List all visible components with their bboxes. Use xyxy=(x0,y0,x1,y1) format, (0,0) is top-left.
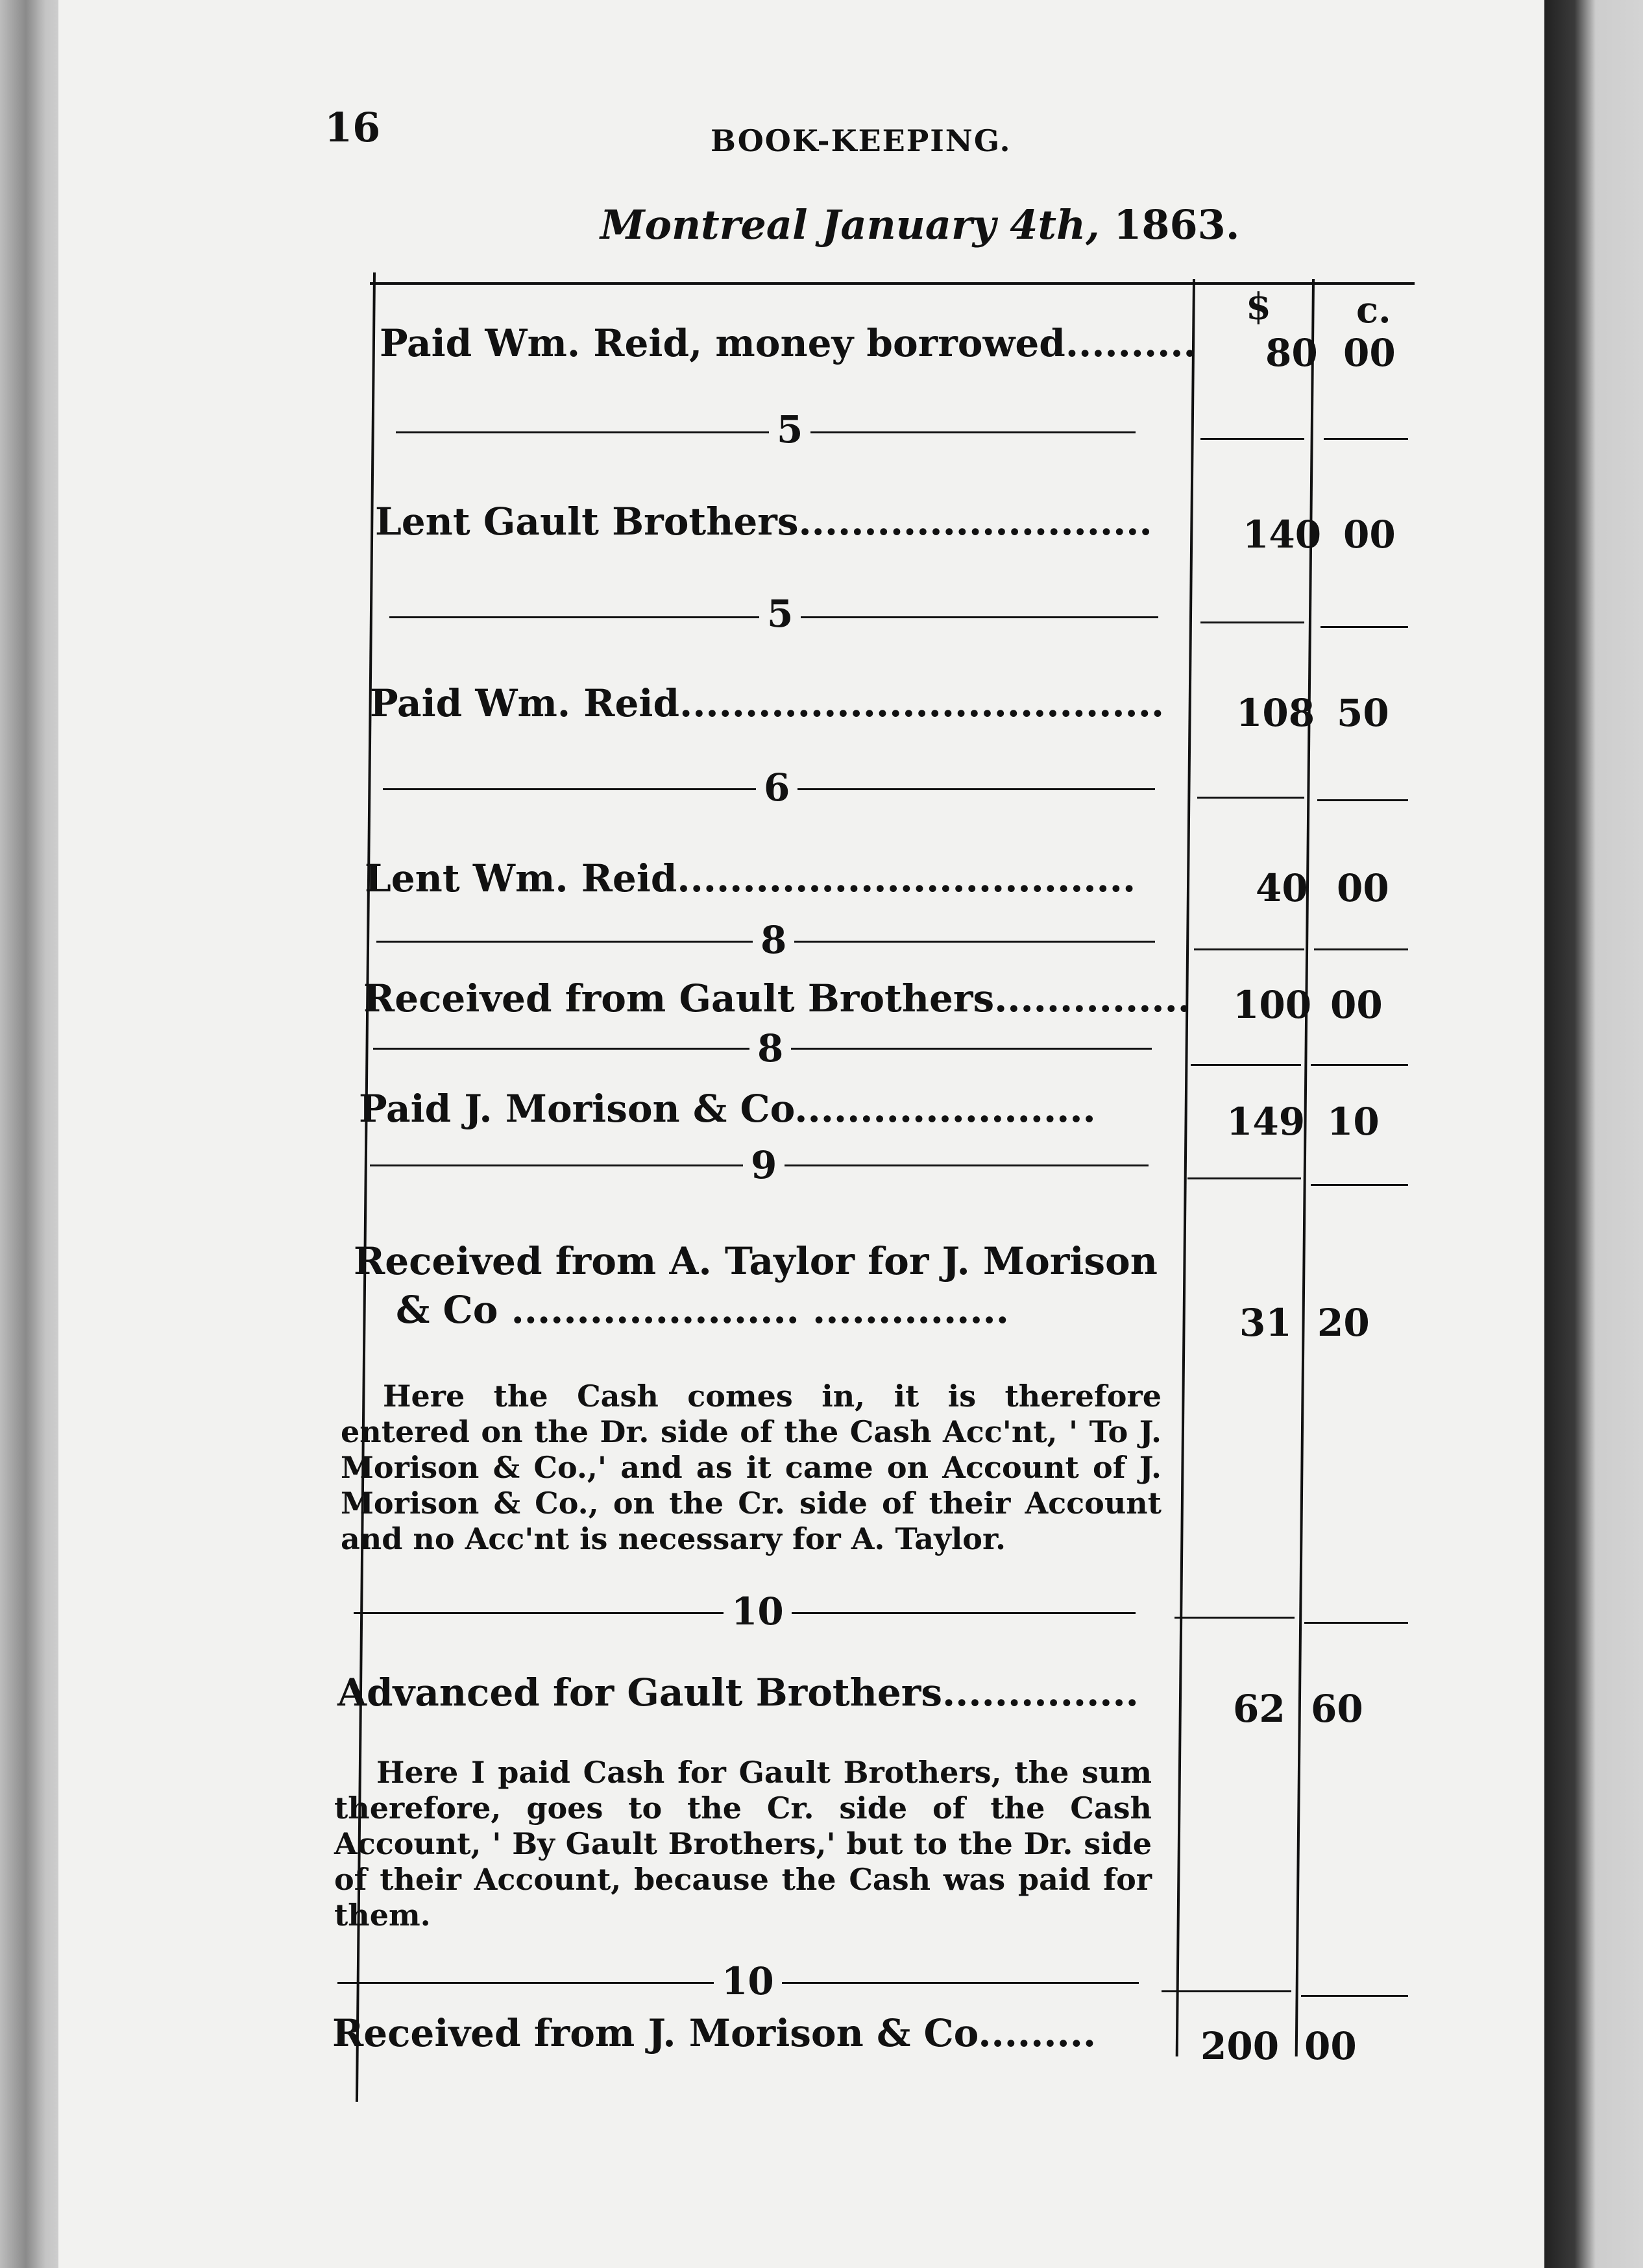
amount-dollars: 108 xyxy=(1236,691,1315,735)
amount-cents: 20 xyxy=(1317,1301,1370,1345)
dateline-year: 1863. xyxy=(1114,201,1240,248)
amount-rule xyxy=(1311,1064,1408,1068)
amount-cents: 00 xyxy=(1337,866,1389,910)
amount-dollars: 200 xyxy=(1200,2024,1280,2068)
amount-rule xyxy=(1301,1995,1408,1999)
ledger-top-rule xyxy=(370,282,1415,285)
dollars-column-header: $ xyxy=(1246,285,1271,328)
day-label: 8 xyxy=(749,1026,791,1070)
day-label: 10 xyxy=(724,1589,792,1634)
amount-rule xyxy=(1200,621,1304,625)
ledger-entry: Advanced for Gault Brothers............... xyxy=(337,1671,1139,1715)
amount-rule xyxy=(1191,1064,1301,1068)
amount-cents: 60 xyxy=(1311,1687,1363,1731)
amount-rule xyxy=(1317,799,1408,803)
day-rule xyxy=(396,431,1136,435)
amount-rule xyxy=(1194,948,1304,952)
ledger-entry: Paid Wm. Reid..................................... xyxy=(370,681,1165,725)
amount-cents: 00 xyxy=(1304,2024,1357,2068)
amount-rule xyxy=(1314,948,1408,952)
running-head: BOOK-KEEPING. xyxy=(711,123,1012,158)
amount-rule xyxy=(1162,1990,1291,1994)
amount-rule xyxy=(1200,438,1304,442)
ledger-entry-line-2: & Co ...................... ............... xyxy=(396,1288,1009,1332)
day-label: 5 xyxy=(769,407,810,452)
day-label: 8 xyxy=(753,918,794,962)
amount-dollars: 100 xyxy=(1233,983,1312,1027)
page-number: 16 xyxy=(324,104,381,151)
cents-column-header: c. xyxy=(1356,289,1391,332)
day-label: 5 xyxy=(759,592,801,636)
dateline xyxy=(600,201,1239,248)
book-edge-right xyxy=(1538,0,1643,2268)
amount-cents: 10 xyxy=(1327,1100,1380,1144)
amount-dollars: 40 xyxy=(1256,866,1308,910)
explanatory-note: Here I paid Cash for Gault Brothers, the sum therefore, goes to the Cr. side of the Cash Account, ' By Gault Brothers,' but to the Dr. side of their Account, because the Cash was paid for them. xyxy=(334,1755,1152,1933)
ledger-entry: Lent Gault Brothers........................... xyxy=(375,500,1152,544)
amount-rule xyxy=(1320,626,1408,630)
amount-rule xyxy=(1304,1622,1408,1626)
dateline-place-date: Montreal January 4th, xyxy=(600,201,1100,248)
amount-rule xyxy=(1311,1184,1408,1188)
day-label: 10 xyxy=(714,1959,782,2003)
amount-cents: 00 xyxy=(1330,983,1383,1027)
amount-cents: 50 xyxy=(1337,691,1389,735)
explanatory-note: Here the Cash comes in, it is therefore entered on the Dr. side of the Cash Acc'nt, ' To J. Morison & Co.,' and as it came on Account of J. Morison & Co., on the Cr. side of their Account and no Acc'nt is necessary for A. Taylor. xyxy=(341,1379,1162,1556)
amount-rule xyxy=(1197,797,1304,801)
ledger-entry: Received from J. Morison & Co......... xyxy=(332,2011,1097,2055)
amount-dollars: 80 xyxy=(1265,331,1318,375)
amount-dollars: 31 xyxy=(1239,1301,1292,1345)
ledger-entry: Received from Gault Brothers............... xyxy=(363,976,1191,1020)
amount-cents: 00 xyxy=(1343,513,1396,557)
amount-cents: 00 xyxy=(1343,331,1396,375)
amount-dollars: 140 xyxy=(1243,513,1322,557)
amount-dollars: 149 xyxy=(1226,1100,1306,1144)
amount-rule xyxy=(1324,438,1408,442)
ledger-entry: Paid J. Morison & Co....................... xyxy=(359,1087,1096,1131)
ledger-entry: Paid Wm. Reid, money borrowed.......... xyxy=(380,321,1197,365)
day-label: 6 xyxy=(756,766,797,810)
day-label: 9 xyxy=(743,1143,785,1187)
amount-rule xyxy=(1174,1617,1295,1621)
ledger-entry: Lent Wm. Reid................................... xyxy=(365,856,1136,900)
amount-rule xyxy=(1187,1177,1301,1181)
ledger-entry-line-1: Received from A. Taylor for J. Morison xyxy=(354,1239,1158,1283)
amount-dollars: 62 xyxy=(1233,1687,1285,1731)
